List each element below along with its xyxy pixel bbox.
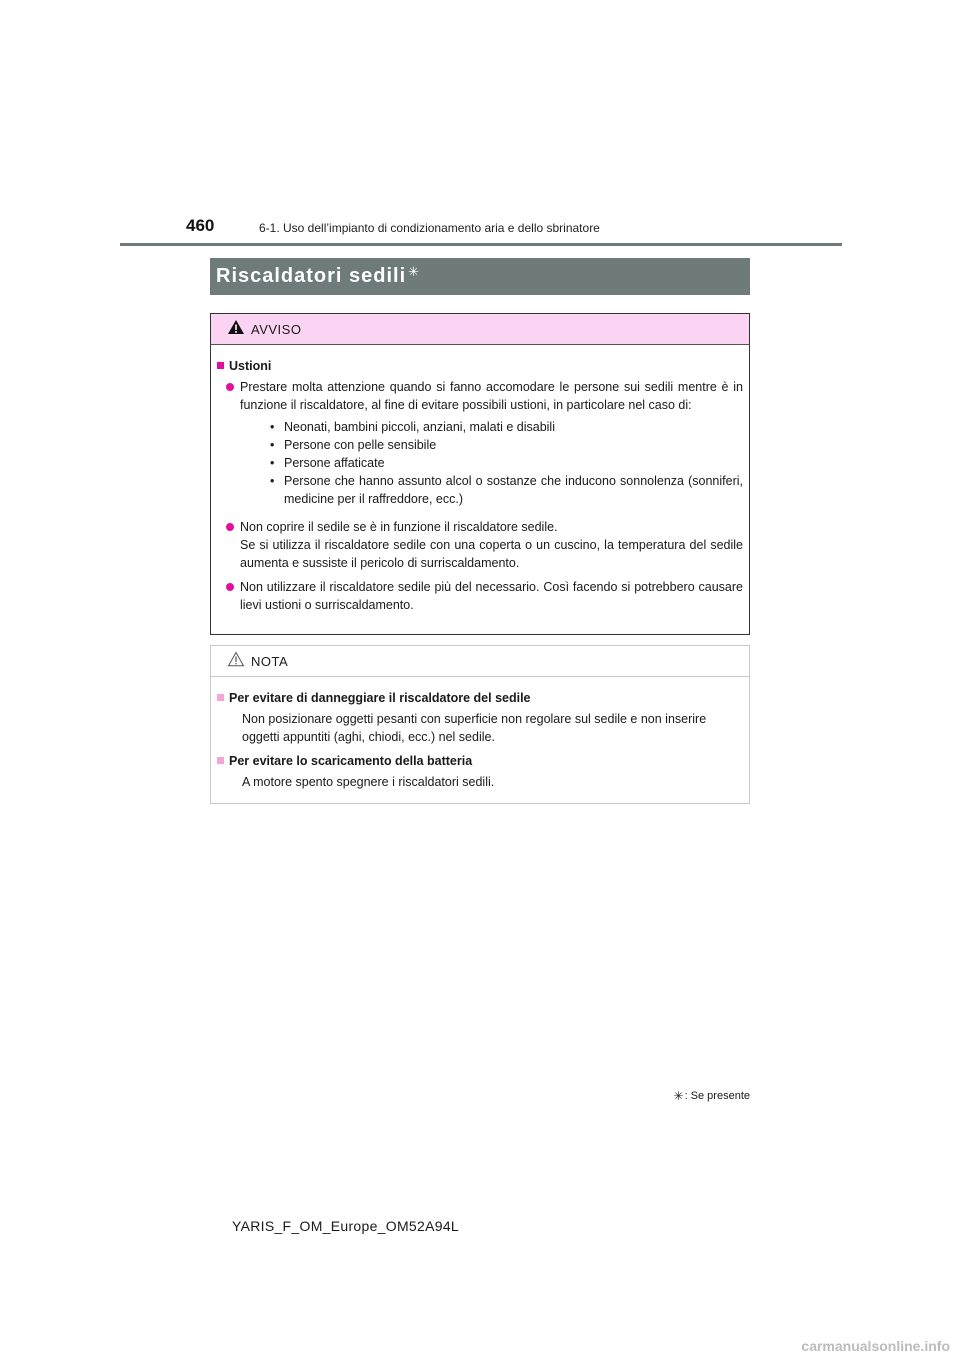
notice-heading-1 (217, 689, 743, 707)
round-bullet-icon (226, 583, 234, 591)
warning-bullet-3 (217, 578, 743, 614)
notice-text-1: Non posizionare oggetti pesanti con superficie non regolare sul sedile e non inserire oggetti appuntiti (aghi, chiodi, ecc.) nel sedile. (242, 712, 707, 744)
optional-star-mark: ✳ (673, 1089, 684, 1103)
warning-bullet-3-text: Non utilizzare il riscaldatore sedile più del necessario. Così facendo si potrebbero causare lievi ustioni o surriscaldamento. (240, 580, 743, 612)
warning-heading (217, 357, 743, 375)
section-banner (210, 258, 750, 295)
square-bullet-icon (217, 362, 224, 369)
warning-label: AVVISO (251, 321, 302, 337)
notice-text-2: A motore spento spegnere i riscaldatori sedili. (242, 775, 495, 789)
square-bullet-icon (217, 757, 224, 764)
sub-list-item: • Persone che hanno assunto alcol o sostanze che inducono sonnolenza (sonniferi, medicine per il raffreddore, ecc.) (270, 474, 743, 506)
section-title: Riscaldatori sedili (216, 265, 407, 287)
warning-header (211, 314, 749, 345)
warning-bullet-2 (217, 518, 743, 572)
notice-header (211, 646, 749, 677)
warning-triangle-icon (227, 319, 245, 340)
sub-list-item: • Persone con pelle sensibile (270, 438, 437, 452)
footnote-text: : Se presente (684, 1090, 750, 1102)
notice-heading-1-text: Per evitare di danneggiare il riscaldatore del sedile (229, 691, 531, 705)
notice-heading-2 (217, 752, 743, 770)
header-rule (120, 243, 842, 246)
warning-bullet-1-text: Prestare molta attenzione quando si fanno accomodare le persone sui sedili mentre è in funzione il riscaldatore, al fine di evitare possibili ustioni, in particolare nel caso di: (240, 380, 743, 412)
warning-bullet-1 (217, 378, 743, 512)
optional-star-mark: ✳ (408, 264, 420, 279)
warning-body (211, 345, 749, 614)
sub-list-item: • Neonati, bambini piccoli, anziani, malati e disabili (270, 420, 555, 434)
round-bullet-icon (226, 383, 234, 391)
sub-list (270, 418, 743, 508)
warning-bullet-2-line-1: Non coprire il sedile se è in funzione il riscaldatore sedile. (240, 520, 558, 534)
warning-box (210, 313, 750, 635)
caution-outline-triangle-icon (227, 651, 245, 672)
chapter-header: 6-1. Uso dell’impianto di condizionamento aria e dello sbrinatore (259, 221, 600, 235)
warning-bullet-2-line-2: Se si utilizza il riscaldatore sedile con una coperta o un cuscino, la temperatura del sedile aumenta e sussiste il pericolo di surriscaldamento. (240, 538, 743, 570)
notice-box (210, 645, 750, 804)
page-number: 460 (186, 216, 215, 235)
notice-heading-2-text: Per evitare lo scaricamento della batteria (229, 754, 473, 768)
watermark: carmanualsonline.info (801, 1338, 950, 1354)
warning-heading-text: Ustioni (229, 359, 272, 373)
document-code: YARIS_F_OM_Europe_OM52A94L (232, 1218, 459, 1234)
square-bullet-icon (217, 694, 224, 701)
notice-label: NOTA (251, 653, 289, 669)
footnote (674, 1089, 751, 1103)
round-bullet-icon (226, 523, 234, 531)
notice-body (211, 677, 749, 791)
sub-list-item: • Persone affaticate (270, 456, 385, 470)
